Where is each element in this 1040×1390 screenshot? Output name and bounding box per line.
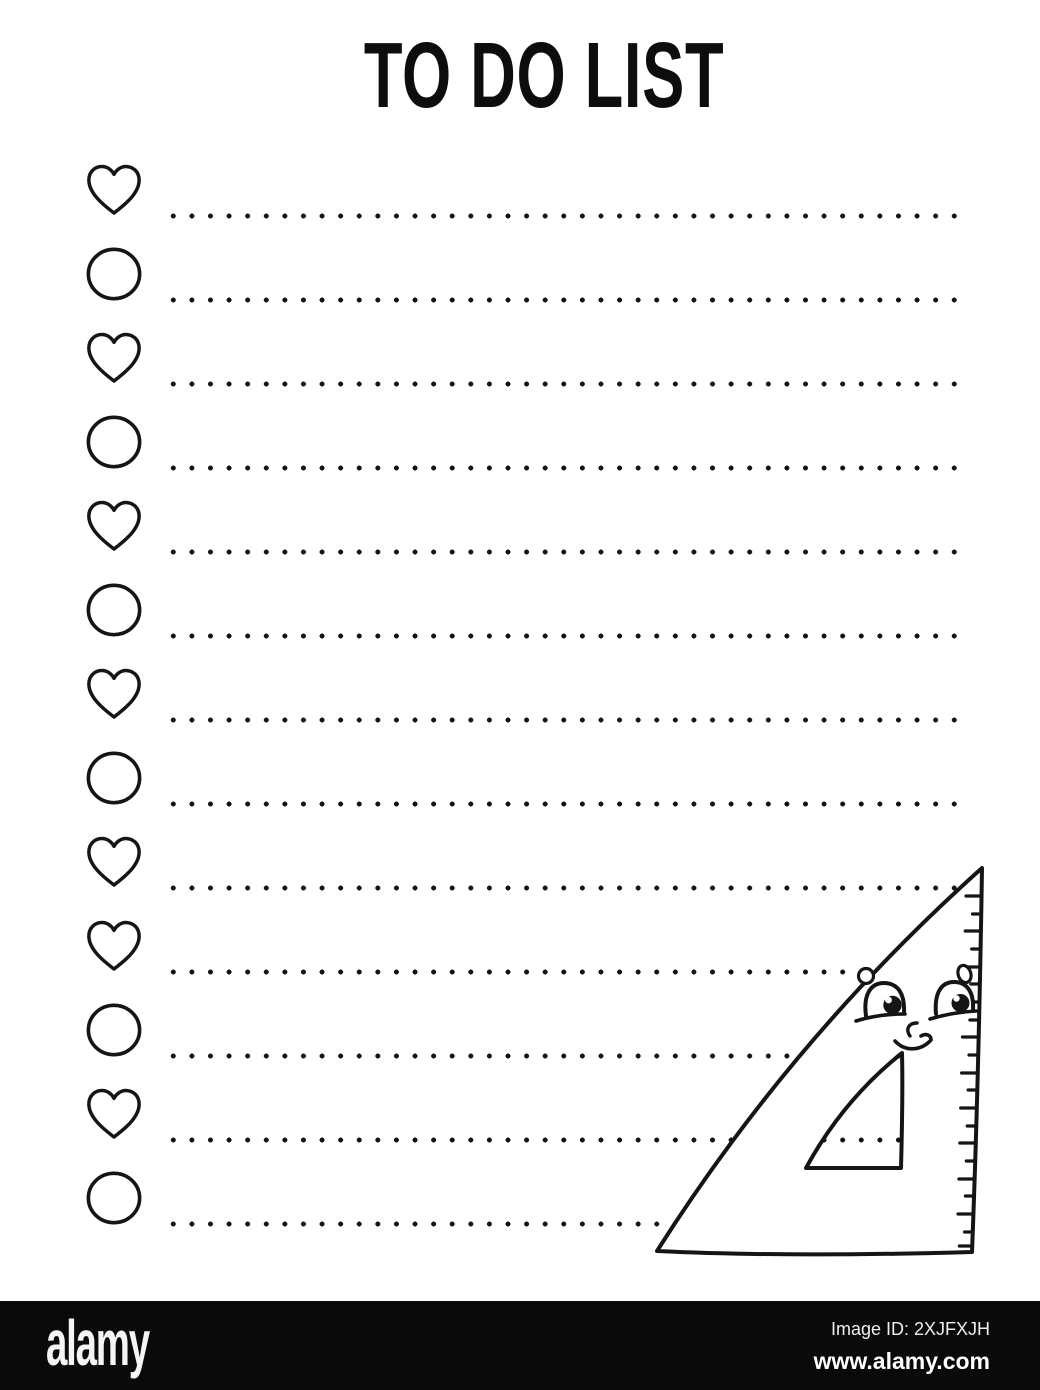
dotted-writing-line [164,465,964,471]
todo-row [0,568,1040,652]
heart-bullet-icon [85,667,143,721]
heart-bullet-icon [85,919,143,973]
todo-row [0,484,1040,568]
heart-bullet-icon [85,331,143,385]
heart-bullet-icon [85,835,143,889]
triangle-ruler-mascot [628,848,1012,1272]
circle-bullet-icon [85,1171,143,1225]
todo-row [0,652,1040,736]
image-id-text: Image ID: 2XJFXJH [830,1319,990,1339]
dotted-writing-line [164,213,964,219]
heart-bullet-icon [85,163,143,217]
ruler-body [657,868,982,1255]
dotted-writing-line [164,633,964,639]
todo-row [0,400,1040,484]
title-wrap [0,23,1040,127]
watermark-info [814,1319,990,1375]
dotted-writing-line [164,801,964,807]
todo-row [0,316,1040,400]
circle-bullet-icon [85,415,143,469]
dotted-writing-line [164,717,964,723]
todo-row [0,736,1040,820]
alamy-url-text: www.alamy.com [813,1347,990,1374]
circle-bullet-icon [85,1003,143,1057]
dotted-writing-line [164,297,964,303]
page-title: TO DO LIST [363,23,725,127]
dotted-writing-line [164,549,964,555]
circle-bullet-icon [85,751,143,805]
circle-bullet-icon [85,583,143,637]
heart-bullet-icon [85,1087,143,1141]
circle-bullet-icon [85,247,143,301]
watermark-bar [0,1301,1040,1390]
alamy-logo: alamy [46,1307,149,1379]
todo-row [0,148,1040,232]
hypotenuse-ring-hole [859,969,874,984]
dotted-writing-line [164,381,964,387]
heart-bullet-icon [85,499,143,553]
todo-row [0,232,1040,316]
